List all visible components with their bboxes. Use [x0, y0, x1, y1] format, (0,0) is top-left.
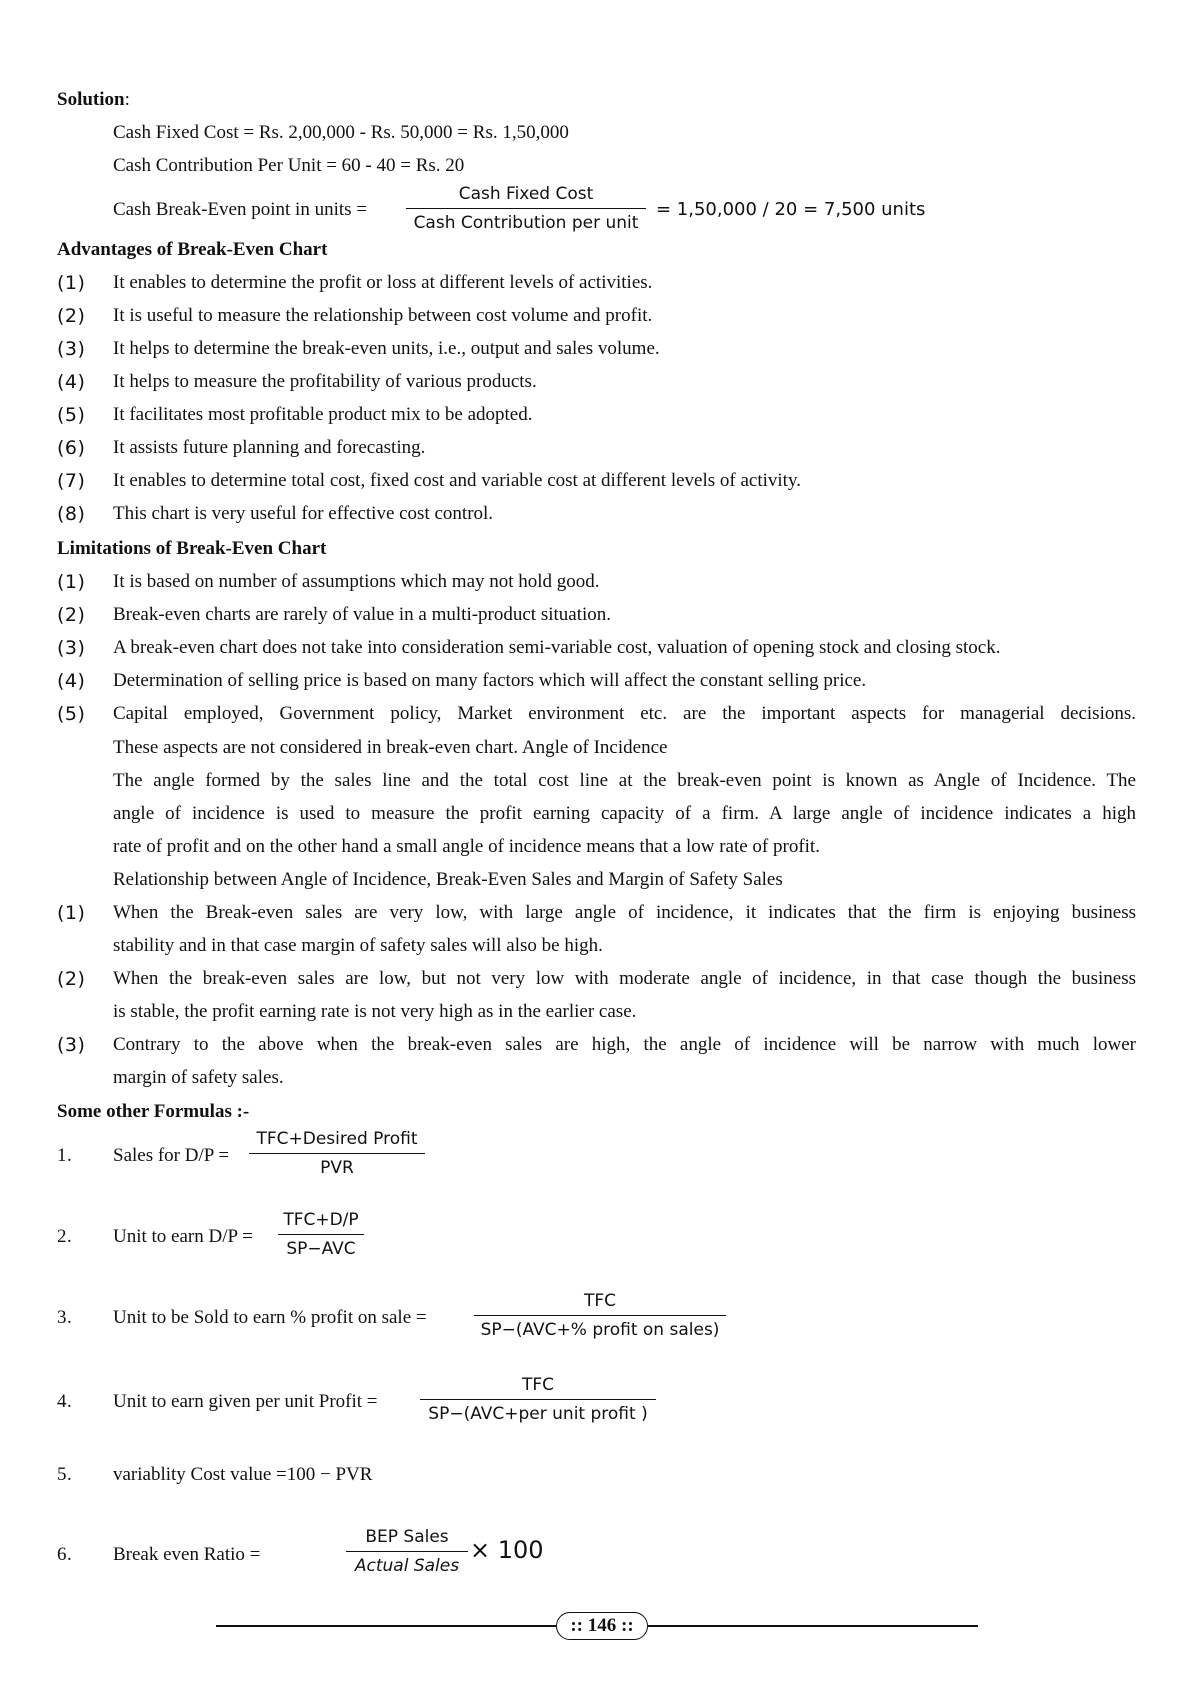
- formula-1-numerator: TFC+Desired Profit: [249, 1128, 425, 1154]
- formula-6-denominator: Actual Sales: [354, 1556, 460, 1576]
- advantage-text: It helps to measure the profitability of various products.: [113, 371, 537, 392]
- advantage-number: (5): [57, 404, 86, 426]
- angle-paragraph-line-3: rate of profit and on the other hand a small angle of incidence means that a low rate of profit.: [113, 836, 820, 857]
- formula-6-multiplier: × 100: [470, 1536, 544, 1564]
- formula-6-label: Break even Ratio =: [113, 1544, 261, 1565]
- relationship-number: (2): [57, 968, 86, 990]
- advantage-number: (8): [57, 503, 86, 525]
- page-number: :: 146 ::: [556, 1612, 648, 1640]
- limitations-item-5-continuation: These aspects are not considered in break-even chart. Angle of Incidence: [113, 737, 668, 758]
- limitation-text: Determination of selling price is based on many factors which will affect the constant selling price.: [113, 670, 867, 691]
- bep-numerator: Cash Fixed Cost: [406, 183, 646, 209]
- limitation-text: A break-even chart does not take into consideration semi-variable cost, valuation of opening stock and closing stock.: [113, 637, 1001, 658]
- relationship-text-line-2: stability and in that case margin of safety sales will also be high.: [113, 935, 603, 956]
- advantage-number: (1): [57, 272, 86, 294]
- angle-paragraph-line-2: angle of incidence is used to measure the profit earning capacity of a firm. A large angle of incidence indicates a high: [113, 803, 1136, 824]
- solution-line-1: Cash Fixed Cost = Rs. 2,00,000 - Rs. 50,000 = Rs. 1,50,000: [113, 122, 569, 143]
- advantages-heading: Advantages of Break-Even Chart: [57, 239, 328, 260]
- advantage-text: This chart is very useful for effective cost control.: [113, 503, 494, 524]
- advantage-text: It enables to determine total cost, fixed cost and variable cost at different levels of activity.: [113, 470, 801, 491]
- formula-1-fraction: [249, 1128, 425, 1179]
- formula-2-fraction: [278, 1209, 364, 1260]
- formula-3-label: Unit to be Sold to earn % profit on sale =: [113, 1307, 427, 1328]
- bep-denominator: Cash Contribution per unit: [413, 213, 639, 233]
- formula-1-label: Sales for D/P =: [113, 1145, 230, 1166]
- limitation-number: (5): [57, 703, 86, 725]
- relationship-number: (1): [57, 902, 86, 924]
- relationship-number: (3): [57, 1034, 86, 1056]
- formula-5-label: variablity Cost value =100 − PVR: [113, 1464, 373, 1485]
- limitation-text: It is based on number of assumptions which may not hold good.: [113, 571, 600, 592]
- solution-colon: :: [124, 89, 130, 110]
- formula-2-number: 2.: [57, 1226, 73, 1247]
- formula-6-numerator: BEP Sales: [346, 1526, 468, 1552]
- limitation-number: (2): [57, 604, 86, 626]
- formula-1-number: 1.: [57, 1145, 73, 1166]
- limitation-number: (4): [57, 670, 86, 692]
- advantage-number: (6): [57, 437, 86, 459]
- bep-label: Cash Break-Even point in units =: [113, 199, 367, 220]
- advantage-text: It is useful to measure the relationship between cost volume and profit.: [113, 305, 653, 326]
- formulas-heading: Some other Formulas :-: [57, 1101, 250, 1122]
- limitations-heading: Limitations of Break-Even Chart: [57, 538, 327, 559]
- relationship-heading: Relationship between Angle of Incidence, Break-Even Sales and Margin of Safety Sales: [113, 869, 783, 890]
- limitation-number: (1): [57, 571, 86, 593]
- formula-4-label: Unit to earn given per unit Profit =: [113, 1391, 378, 1412]
- relationship-text-line-1: When the break-even sales are low, but not very low with moderate angle of incidence, in that case though the business: [113, 968, 1136, 989]
- limitation-number: (3): [57, 637, 86, 659]
- formula-4-denominator: SP−(AVC+per unit profit ): [428, 1404, 648, 1424]
- formula-2-numerator: TFC+D/P: [278, 1209, 364, 1235]
- relationship-text-line-2: is stable, the profit earning rate is not very high as in the earlier case.: [113, 1001, 637, 1022]
- footer-rule-right: [648, 1625, 978, 1627]
- limitation-text: Capital employed, Government policy, Market environment etc. are the important aspects for managerial decisions.: [113, 703, 1136, 724]
- formula-6-fraction: [346, 1526, 468, 1577]
- formula-3-fraction: [474, 1290, 726, 1341]
- formula-3-denominator: SP−(AVC+% profit on sales): [480, 1320, 720, 1340]
- advantage-number: (4): [57, 371, 86, 393]
- formula-4-fraction: [420, 1374, 656, 1425]
- advantage-number: (3): [57, 338, 86, 360]
- formula-3-numerator: TFC: [474, 1290, 726, 1316]
- advantage-text: It helps to determine the break-even units, i.e., output and sales volume.: [113, 338, 660, 359]
- advantage-text: It assists future planning and forecasting.: [113, 437, 426, 458]
- advantage-number: (7): [57, 470, 86, 492]
- formula-2-label: Unit to earn D/P =: [113, 1226, 253, 1247]
- formula-2-denominator: SP−AVC: [286, 1239, 356, 1259]
- solution-heading-text: Solution: [57, 89, 125, 110]
- advantage-number: (2): [57, 305, 86, 327]
- limitation-text: Break-even charts are rarely of value in a multi-product situation.: [113, 604, 612, 625]
- advantage-text: It facilitates most profitable product mix to be adopted.: [113, 404, 533, 425]
- formula-4-number: 4.: [57, 1391, 73, 1412]
- formula-6-number: 6.: [57, 1544, 73, 1565]
- formula-1-denominator: PVR: [320, 1158, 354, 1178]
- footer-rule-left: [216, 1625, 556, 1627]
- angle-paragraph-line-1: The angle formed by the sales line and the total cost line at the break-even point is known as Angle of Incidence. The: [113, 770, 1136, 791]
- relationship-text-line-2: margin of safety sales.: [113, 1067, 284, 1088]
- relationship-text-line-1: Contrary to the above when the break-even sales are high, the angle of incidence will be narrow with much lower: [113, 1034, 1136, 1055]
- advantage-text: It enables to determine the profit or loss at different levels of activities.: [113, 272, 653, 293]
- bep-result: = 1,50,000 / 20 = 7,500 units: [656, 199, 926, 220]
- bep-fraction: [406, 183, 646, 234]
- formula-3-number: 3.: [57, 1307, 73, 1328]
- formula-4-numerator: TFC: [420, 1374, 656, 1400]
- formula-5-number: 5.: [57, 1464, 73, 1485]
- solution-heading: [57, 88, 130, 112]
- relationship-text-line-1: When the Break-even sales are very low, with large angle of incidence, it indicates that the firm is enjoying business: [113, 902, 1136, 923]
- solution-line-2: Cash Contribution Per Unit = 60 - 40 = Rs. 20: [113, 155, 465, 176]
